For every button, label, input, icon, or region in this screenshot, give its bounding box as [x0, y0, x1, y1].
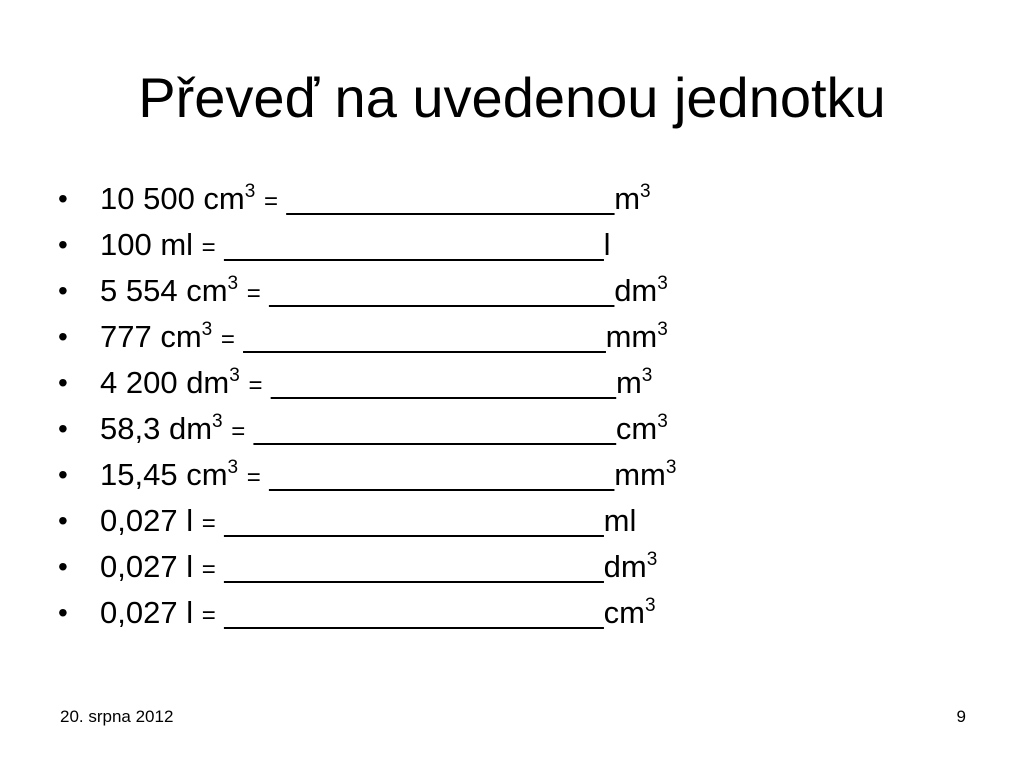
- item-value-superscript: 3: [212, 411, 223, 432]
- list-item: [56, 406, 676, 452]
- bullet-icon: •: [58, 321, 68, 352]
- bullet-icon: •: [58, 459, 68, 490]
- slide-title: Převeď na uvedenou jednotku: [138, 66, 886, 129]
- list-item: [56, 314, 676, 360]
- equals-sign: =: [201, 234, 216, 261]
- answer-blank: _____________________: [243, 319, 606, 354]
- list-item: [56, 498, 676, 544]
- bullet-icon: •: [58, 275, 68, 306]
- page-number: 9: [956, 707, 966, 726]
- list-item: [56, 268, 676, 314]
- target-unit: m: [615, 365, 642, 400]
- equals-sign: =: [220, 326, 235, 353]
- item-value: 0,027 l: [100, 503, 194, 538]
- equals-sign: =: [201, 510, 216, 537]
- item-value-superscript: 3: [227, 457, 239, 478]
- bullet-icon: •: [58, 551, 68, 582]
- target-unit: cm: [603, 595, 645, 630]
- target-unit-superscript: 3: [641, 365, 653, 386]
- answer-blank: ____________________: [271, 365, 616, 400]
- exercise-list: [56, 176, 676, 636]
- equals-sign: =: [246, 280, 261, 307]
- answer-blank: _____________________: [253, 411, 616, 446]
- item-value: 5 554 cm: [100, 273, 228, 308]
- target-unit-superscript: 3: [665, 457, 677, 478]
- list-item: [56, 590, 676, 636]
- target-unit: ml: [603, 503, 637, 538]
- answer-blank: ____________________: [269, 273, 615, 308]
- answer-blank: ______________________: [224, 503, 604, 538]
- target-unit: m: [614, 181, 641, 216]
- answer-blank: ______________________: [224, 549, 604, 584]
- target-unit-superscript: 3: [646, 549, 658, 570]
- bullet-icon: •: [58, 413, 68, 444]
- bullet-icon: •: [58, 505, 68, 536]
- item-value: 15,45 cm: [100, 457, 228, 492]
- list-item: [56, 452, 676, 498]
- item-value: 0,027 l: [100, 549, 194, 584]
- equals-sign: =: [246, 464, 261, 491]
- answer-blank: ______________________: [224, 595, 604, 630]
- target-unit: cm: [615, 411, 658, 446]
- target-unit: mm: [614, 457, 666, 492]
- item-value-superscript: 3: [229, 365, 240, 386]
- bullet-icon: •: [58, 597, 68, 628]
- target-unit-superscript: 3: [640, 181, 651, 202]
- target-unit: l: [603, 227, 611, 262]
- answer-blank: ______________________: [224, 227, 604, 262]
- item-value: 58,3 dm: [100, 411, 213, 446]
- item-value: 100 ml: [100, 227, 194, 262]
- equals-sign: =: [231, 418, 246, 445]
- item-value: 0,027 l: [100, 595, 194, 630]
- equals-sign: =: [248, 372, 263, 399]
- target-unit-superscript: 3: [657, 273, 668, 294]
- bullet-icon: •: [58, 229, 68, 260]
- target-unit-superscript: 3: [657, 319, 668, 340]
- list-item: [56, 360, 676, 406]
- item-value: 777 cm: [100, 319, 202, 354]
- target-unit-superscript: 3: [644, 595, 656, 616]
- bullet-icon: •: [58, 183, 68, 214]
- list-item: [56, 222, 676, 268]
- equals-sign: =: [263, 188, 278, 215]
- bullet-icon: •: [58, 367, 68, 398]
- item-value-superscript: 3: [227, 273, 239, 294]
- target-unit: mm: [605, 319, 658, 354]
- item-value: 10 500 cm: [100, 181, 245, 216]
- equals-sign: =: [201, 602, 216, 629]
- target-unit-superscript: 3: [657, 411, 668, 432]
- item-value-superscript: 3: [244, 181, 256, 202]
- equals-sign: =: [201, 556, 216, 583]
- footer-date: 20. srpna 2012: [60, 707, 174, 726]
- item-value: 4 200 dm: [100, 365, 230, 400]
- item-value-superscript: 3: [201, 319, 213, 340]
- list-item: [56, 176, 676, 222]
- target-unit: dm: [603, 549, 647, 584]
- answer-blank: ____________________: [269, 457, 615, 492]
- target-unit: dm: [614, 273, 658, 308]
- list-item: [56, 544, 676, 590]
- answer-blank: ___________________: [286, 181, 615, 216]
